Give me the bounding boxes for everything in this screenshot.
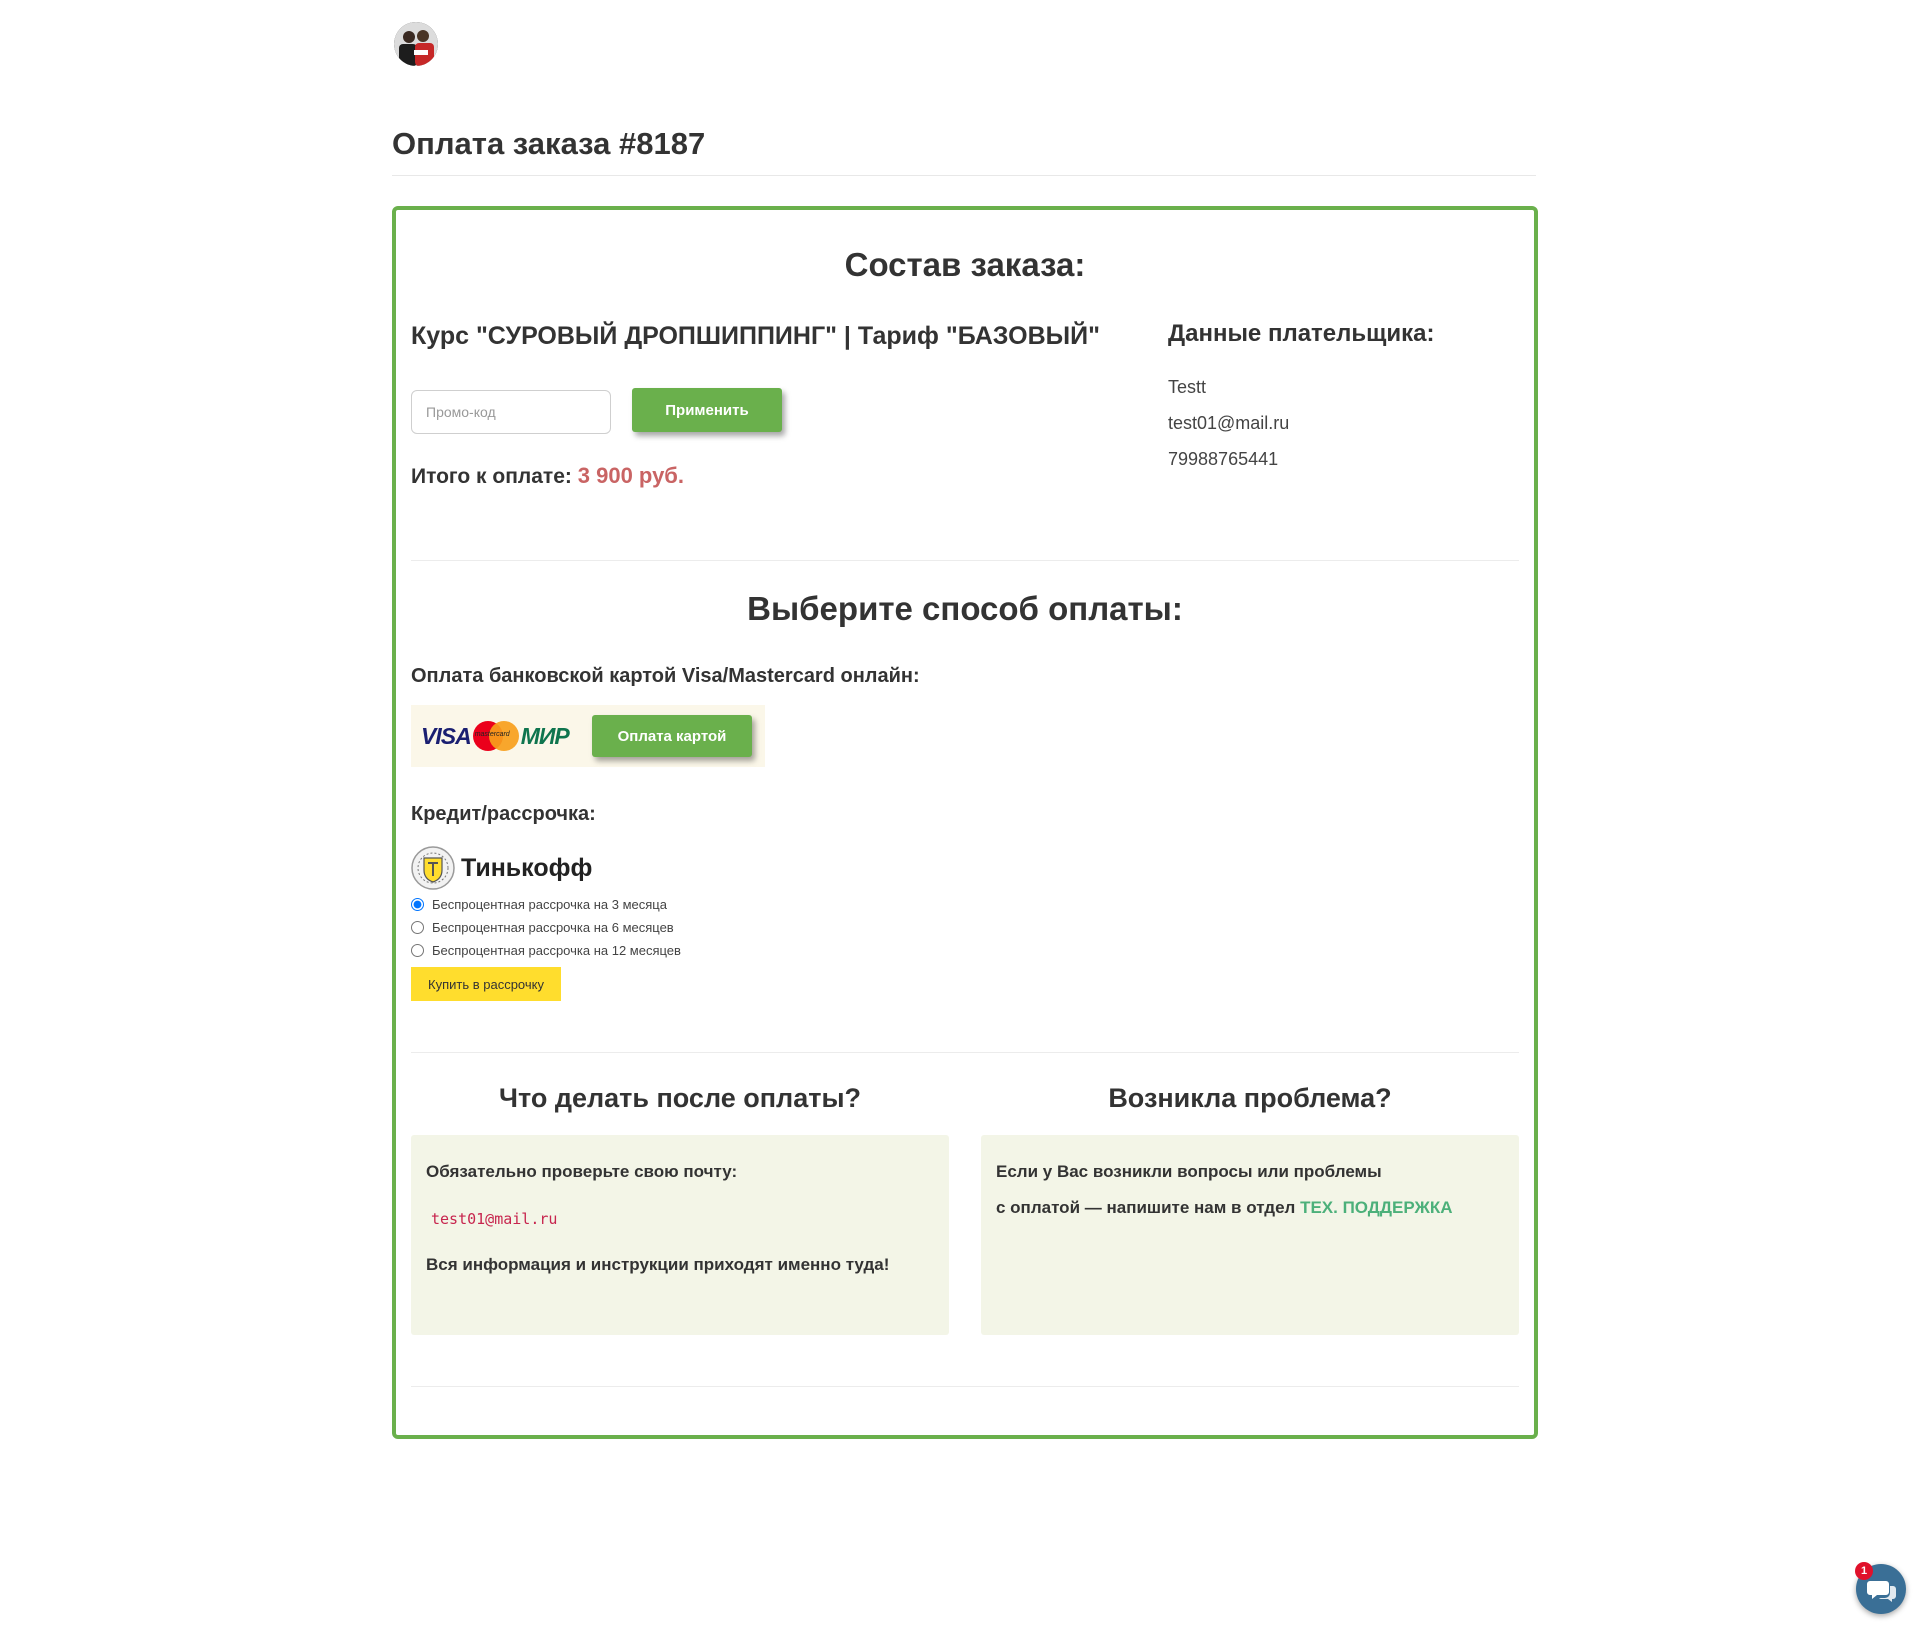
- mastercard-logo-label: mastercard: [474, 731, 510, 738]
- problem-box: [981, 1135, 1519, 1335]
- mir-logo-icon: МИР: [520, 722, 569, 749]
- installment-option-3[interactable]: [411, 897, 667, 912]
- card-payment-heading: Оплата банковской картой Visa/Mastercard онлайн:: [411, 665, 920, 687]
- after-payment-line1: Обязательно проверьте свою почту:: [426, 1162, 738, 1181]
- promo-code-input[interactable]: [411, 390, 611, 434]
- page-title: Оплата заказа #8187: [392, 126, 706, 161]
- problem-title: Возникла проблема?: [1108, 1083, 1392, 1113]
- after-payment-line2: Вся информация и инструкции приходят именно туда!: [426, 1255, 890, 1274]
- divider-payment: [411, 1052, 1519, 1053]
- installment-radio-12[interactable]: [411, 944, 424, 957]
- order-card: [392, 206, 1538, 1439]
- avatar[interactable]: [394, 22, 438, 66]
- payer-name: Testt: [1168, 377, 1207, 397]
- card-payment-box: [411, 705, 765, 767]
- order-section-title: Состав заказа:: [844, 246, 1086, 283]
- visa-logo-icon: VISA: [421, 722, 471, 749]
- apply-promo-button[interactable]: Применить: [632, 388, 782, 432]
- product-name: Курс "СУРОВЫЙ ДРОПШИППИНГ" | Тариф "БАЗОВЫЙ": [411, 322, 1100, 350]
- total-label: Итого к оплате:: [411, 465, 572, 488]
- payer-email: test01@mail.ru: [1168, 413, 1290, 433]
- installment-label-3: Беспроцентная рассрочка на 3 месяца: [432, 897, 667, 912]
- after-payment-title: Что делать после оплаты?: [499, 1083, 861, 1113]
- tinkoff-brand: [411, 846, 592, 890]
- avatar-photo-icon: [394, 22, 438, 66]
- mastercard-logo-icon: [473, 721, 519, 751]
- tinkoff-emblem-icon: [411, 846, 455, 890]
- card-logos: [421, 719, 569, 753]
- installment-option-6[interactable]: [411, 920, 674, 935]
- payer-phone: 79988765441: [1168, 449, 1279, 469]
- after-payment-box: [411, 1135, 949, 1335]
- after-payment-email: test01@mail.ru: [431, 1210, 558, 1228]
- installment-label-12: Беспроцентная рассрочка на 12 месяцев: [432, 943, 681, 958]
- installment-option-12[interactable]: [411, 943, 681, 958]
- problem-line2-wrap: [996, 1198, 1453, 1218]
- problem-line1: Если у Вас возникли вопросы или проблемы: [996, 1162, 1382, 1181]
- installment-label-6: Беспроцентная рассрочка на 6 месяцев: [432, 920, 674, 935]
- divider-order: [411, 560, 1519, 561]
- credit-heading: Кредит/рассрочка:: [411, 803, 596, 825]
- total-price: 3 900 руб.: [577, 463, 685, 488]
- buy-installment-button[interactable]: Купить в рассрочку: [411, 967, 561, 1001]
- support-link[interactable]: ТЕХ. ПОДДЕРЖКА: [1300, 1198, 1453, 1217]
- tinkoff-name: Тинькофф: [461, 853, 593, 882]
- problem-line2: с оплатой — напишите нам в отдел: [996, 1198, 1296, 1217]
- order-total: [411, 463, 684, 489]
- divider-bottom: [411, 1386, 1519, 1387]
- payment-section-title: Выберите способ оплаты:: [747, 590, 1183, 627]
- card-payment-button[interactable]: Оплата картой: [592, 715, 752, 757]
- chat-unread-badge: 1: [1855, 1562, 1873, 1580]
- title-divider: [392, 175, 1536, 176]
- installment-radio-6[interactable]: [411, 921, 424, 934]
- installment-radio-3[interactable]: [411, 898, 424, 911]
- payer-title: Данные плательщика:: [1168, 320, 1435, 347]
